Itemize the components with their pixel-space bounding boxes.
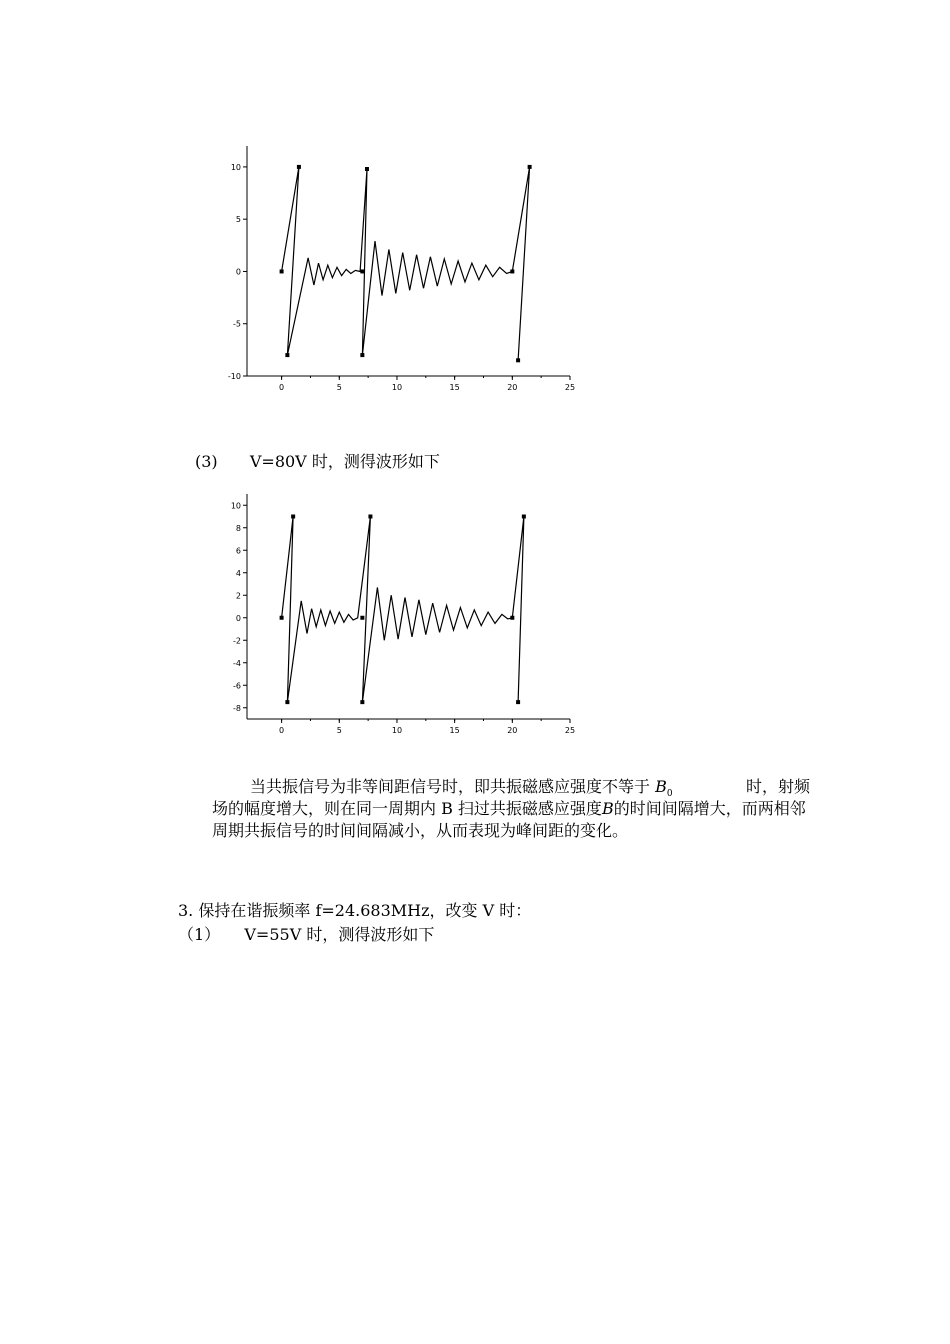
data-point-marker xyxy=(280,616,284,620)
x-tick-label: 20 xyxy=(507,726,518,735)
y-tick-label: 6 xyxy=(235,546,241,556)
data-point-marker xyxy=(360,700,364,704)
x-tick-label: 5 xyxy=(336,383,342,392)
y-tick-label: 0 xyxy=(235,613,241,623)
y-tick-label: 2 xyxy=(235,591,241,601)
x-tick-label: 0 xyxy=(279,383,285,392)
data-point-marker xyxy=(285,700,289,704)
y-tick-label: 10 xyxy=(230,501,241,511)
x-tick-label: 5 xyxy=(336,726,342,735)
data-point-marker xyxy=(516,358,520,362)
series-line xyxy=(282,517,524,703)
paragraph-part1: 当共振信号为非等间距信号时，即共振磁感应强度不等于 xyxy=(250,777,651,796)
x-tick-label: 20 xyxy=(507,383,518,392)
x-tick-label: 15 xyxy=(449,383,460,392)
y-tick-label: -4 xyxy=(233,658,241,668)
paragraph-part3: 的时间间隔增大，而两相邻周期共振信号的时间间隔减小，从而表现为峰间距的变化。 xyxy=(212,799,806,840)
data-point-marker xyxy=(528,165,532,169)
waveform-chart-top xyxy=(215,140,580,400)
data-point-marker xyxy=(510,616,514,620)
data-point-marker xyxy=(516,700,520,704)
b-symbol: B xyxy=(601,799,614,818)
waveform-chart-top-svg xyxy=(215,140,580,400)
waveform-chart-v80-svg xyxy=(215,488,580,743)
caption-v80-number: (3) xyxy=(195,452,218,471)
x-tick-label: 0 xyxy=(279,726,285,735)
caption-v80 xyxy=(195,451,440,473)
data-point-marker xyxy=(360,616,364,620)
paragraph-part2: 时，射频场的幅度增大，则在同一周期内 B 扫过共振磁感应强度 xyxy=(212,777,811,818)
data-point-marker xyxy=(360,353,364,357)
series-line xyxy=(282,167,530,360)
y-tick-label: -6 xyxy=(233,681,241,691)
x-tick-label: 25 xyxy=(564,726,576,735)
data-point-marker xyxy=(297,165,301,169)
waveform-chart-v80 xyxy=(215,488,580,743)
x-tick-label: 25 xyxy=(564,383,576,392)
data-point-marker xyxy=(280,269,284,273)
y-tick-label: -5 xyxy=(233,319,241,329)
caption-v55 xyxy=(178,924,434,946)
paragraph-body xyxy=(212,776,810,842)
x-tick-label: 10 xyxy=(391,383,403,392)
data-point-marker xyxy=(368,515,372,519)
data-point-marker xyxy=(522,515,526,519)
x-tick-label: 10 xyxy=(391,726,403,735)
y-tick-label: 4 xyxy=(235,568,241,578)
y-tick-label: -2 xyxy=(233,636,241,646)
y-tick-label: 0 xyxy=(235,267,241,277)
caption-v80-text: V=80V 时，测得波形如下 xyxy=(249,452,440,471)
y-tick-label: 8 xyxy=(235,523,241,533)
y-tick-label: -10 xyxy=(227,372,241,381)
data-point-marker xyxy=(365,167,369,171)
y-tick-label: -8 xyxy=(233,703,241,713)
b0-symbol: $B_0$ xyxy=(655,777,673,799)
y-tick-label: 10 xyxy=(230,162,241,172)
data-point-marker xyxy=(510,269,514,273)
step3-heading xyxy=(178,900,531,922)
caption-v55-number: （1） xyxy=(178,925,221,944)
b0-subscript: 0 xyxy=(666,789,673,799)
data-point-marker xyxy=(291,515,295,519)
step3-text: 3. 保持在谐振频率 f=24.683MHz，改变 V 时： xyxy=(178,901,532,920)
data-point-marker xyxy=(360,269,364,273)
caption-v55-text: V=55V 时，测得波形如下 xyxy=(244,925,435,944)
y-tick-label: 5 xyxy=(235,215,241,225)
x-tick-label: 15 xyxy=(449,726,460,735)
data-point-marker xyxy=(285,353,289,357)
